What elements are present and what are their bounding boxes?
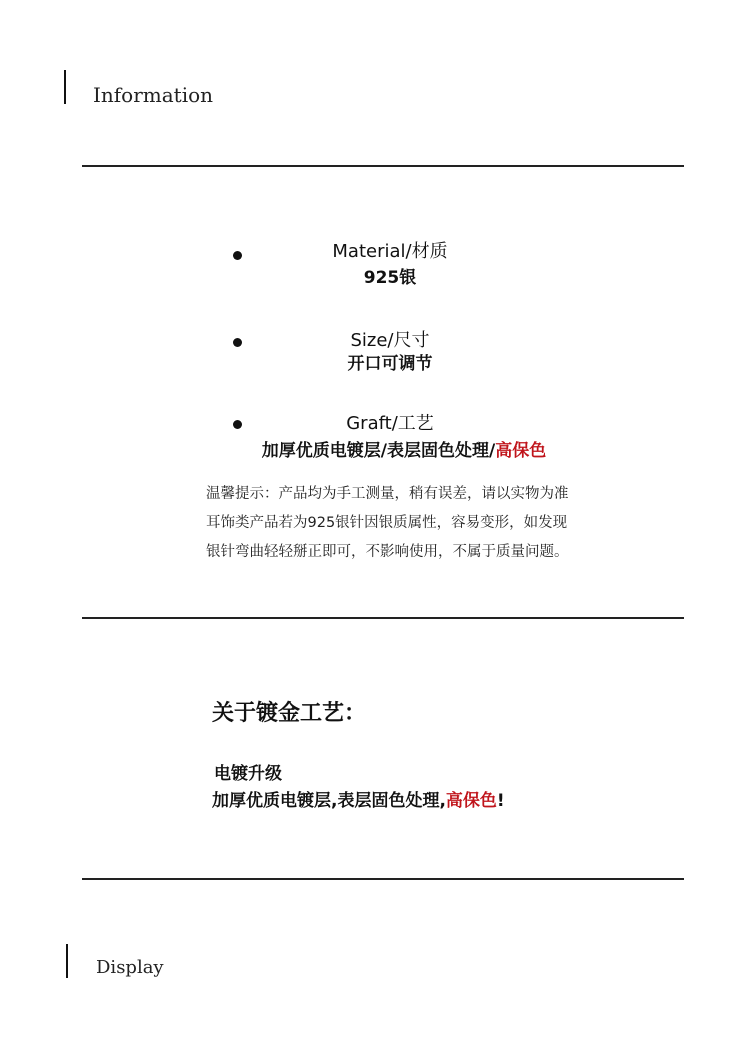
spec-material-label: Material/材质 xyxy=(332,241,448,262)
divider xyxy=(82,165,684,167)
plating-heading: 关于镀金工艺： xyxy=(212,701,367,726)
spec-craft-value-text: 加厚优质电镀层/表层固色处理/ xyxy=(261,441,496,461)
section-marker xyxy=(66,944,68,978)
care-note-line: 温馨提示：产品均为手工测量，稍有误差，请以实物为准 xyxy=(206,486,569,502)
plating-detail xyxy=(212,786,505,811)
section-title-information: Information xyxy=(93,83,214,107)
section-title-display: Display xyxy=(96,957,164,978)
care-note-line: 银针弯曲轻轻掰正即可，不影响使用，不属于质量问题。 xyxy=(206,544,569,560)
plating-detail-suffix: ! xyxy=(496,791,505,811)
spec-craft-label: Graft/工艺 xyxy=(346,413,434,434)
spec-size-value: 开口可调节 xyxy=(347,354,433,374)
spec-material-value: 925银 xyxy=(363,268,417,288)
divider xyxy=(82,878,684,880)
spec-craft-value xyxy=(0,436,750,461)
section-marker xyxy=(64,70,66,104)
plating-detail-text: 加厚优质电镀层,表层固色处理, xyxy=(212,791,446,811)
divider xyxy=(82,617,684,619)
spec-size-label: Size/尺寸 xyxy=(350,330,430,351)
plating-detail-highlight: 高保色 xyxy=(445,791,497,811)
care-note-line: 耳饰类产品若为925银针因银质属性，容易变形，如发现 xyxy=(206,515,568,531)
spec-craft-value-highlight: 高保色 xyxy=(495,441,547,461)
care-note xyxy=(206,480,646,567)
plating-upgrade: 电镀升级 xyxy=(214,764,282,784)
